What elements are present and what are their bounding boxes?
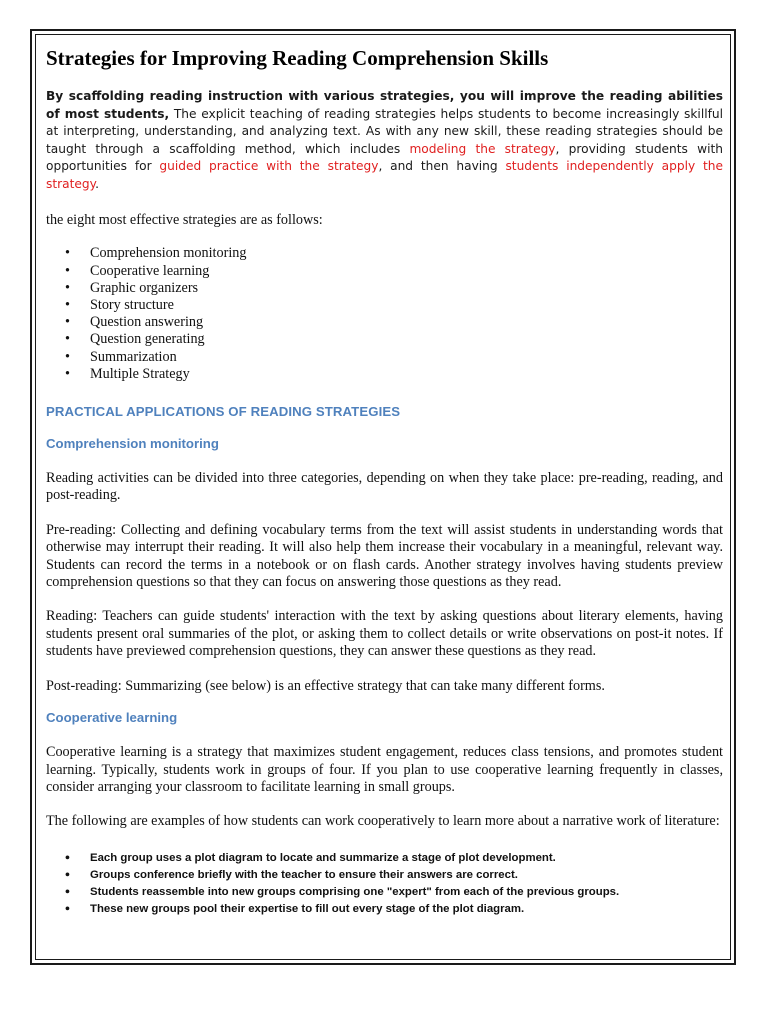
example-item: • Students reassemble into new groups comprising one "expert" from each of the previous groups. — [46, 884, 723, 901]
document-title: Strategies for Improving Reading Comprehension Skills — [46, 46, 549, 70]
strategy-item: • Summarization — [46, 349, 723, 366]
cooperative-paragraph-1: Cooperative learning is a strategy that maximizes student engagement, reduces class tensions, and promotes student learning. Typically, students work in groups of four. If you plan to use cooperative learning frequently in classes, consider arranging your classroom to facilitate learning in small groups. — [46, 744, 723, 795]
cooperative-examples-list — [46, 850, 723, 918]
intro-paragraph — [46, 88, 723, 193]
comprehension-paragraph-1: Reading activities can be divided into three categories, depending on when they take place: pre-reading, reading, and post-reading. — [46, 470, 723, 504]
example-item: • Groups conference briefly with the teacher to ensure their answers are correct. — [46, 867, 723, 884]
strategies-lead: the eight most effective strategies are as follows: — [46, 212, 323, 228]
section-heading-practical-applications: PRACTICAL APPLICATIONS OF READING STRATEGIES — [46, 404, 401, 420]
intro-text-2: , providing students with opportunities for — [46, 141, 723, 173]
subheading-cooperative-learning: Cooperative learning — [46, 710, 178, 726]
strategy-item: • Question generating — [46, 331, 723, 348]
comprehension-paragraph-4: Post-reading: Summarizing (see below) is an effective strategy that can take many different forms. — [46, 677, 605, 694]
intro-text-4: . — [95, 176, 99, 191]
comprehension-paragraph-2: Pre-reading: Collecting and defining vocabulary terms from the text will assist students in understanding words that otherwise may interrupt their reading. It will also help them increase their vocabulary in a meaningful, relevant way. Students can record the terms in a notebook or on flash cards. Another strategy involves having students preview comprehension questions so that they can focus on answering those questions as they read. — [46, 521, 723, 591]
intro-text-3: , and then having — [378, 159, 506, 173]
strategy-item: • Graphic organizers — [46, 280, 723, 297]
strategy-item: • Cooperative learning — [46, 263, 723, 280]
example-item: • Each group uses a plot diagram to locate and summarize a stage of plot development. — [46, 850, 723, 867]
subheading-comprehension-monitoring: Comprehension monitoring — [46, 436, 219, 452]
intro-bold-text: By scaffolding reading instruction with various strategies, you will improve the reading abilities of most students, — [46, 89, 723, 121]
highlight-independent-application: students independently apply the strategy — [46, 159, 723, 191]
comprehension-paragraph-3: Reading: Teachers can guide students' interaction with the text by asking questions about literary elements, having students present oral summaries of the plot, or asking them to collect details or write observations on post-it notes. If students have previewed comprehension questions, they can answer these questions as they read. — [46, 608, 723, 660]
strategy-item: • Comprehension monitoring — [46, 245, 723, 262]
strategy-item: • Multiple Strategy — [46, 366, 723, 383]
document-body — [46, 44, 723, 918]
highlight-guided-practice: guided practice with the strategy — [159, 159, 379, 173]
strategies-list — [46, 245, 723, 383]
cooperative-paragraph-2: The following are examples of how students can work cooperatively to learn more about a narrative work of literature: — [46, 813, 720, 830]
intro-text-1: The explicit teaching of reading strategies helps students to become increasingly skillful at interpreting, understanding, and analyzing text. As with any new skill, these reading strategies should be taught through a scaffolding method, which includes — [46, 106, 723, 156]
example-item: • These new groups pool their expertise to fill out every stage of the plot diagram. — [46, 901, 723, 918]
strategy-item: • Story structure — [46, 297, 723, 314]
strategy-item: • Question answering — [46, 314, 723, 331]
highlight-modeling: modeling the strategy — [409, 141, 556, 156]
